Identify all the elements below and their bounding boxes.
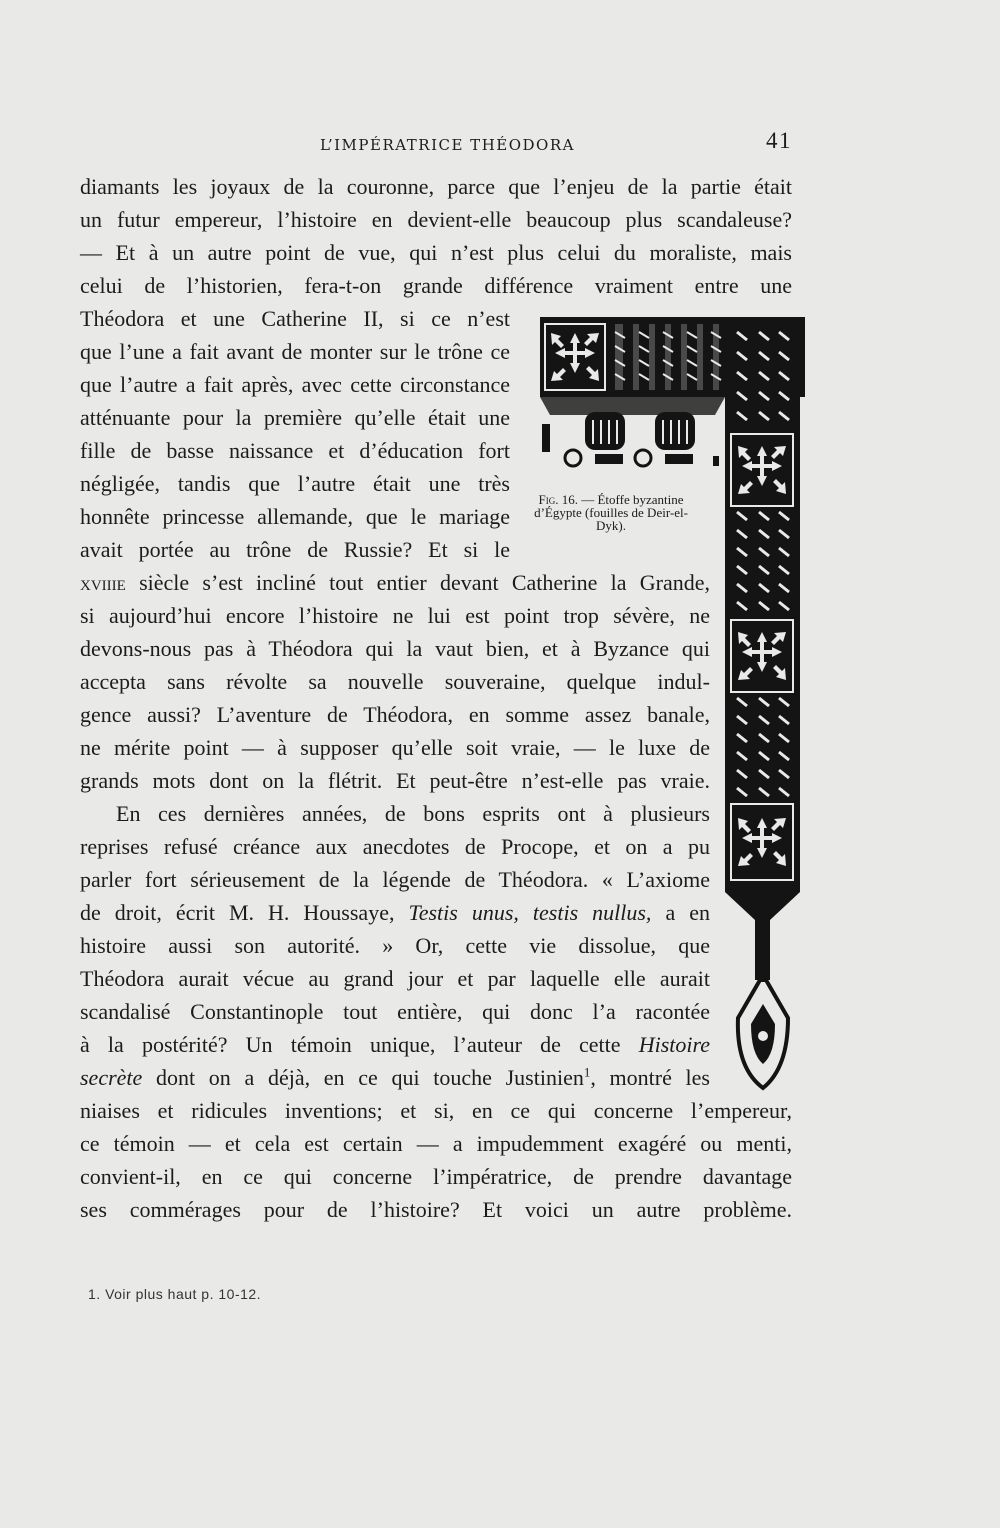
footnote-text: Voir plus haut p. 10-12. <box>100 1286 262 1302</box>
text-line: accepta sans révolte sa nouvelle souveraine, quelque indul- <box>80 669 710 694</box>
text-line: que l’une a fait avant de monter sur le trône ce <box>80 339 510 364</box>
text-line: Théodora et une Catherine II, si ce n’est <box>80 306 510 331</box>
text-span: de droit, écrit M. H. Houssaye, <box>80 900 409 925</box>
text-line: un futur empereur, l’histoire en devient-elle beaucoup plus scandaleuse? <box>80 207 792 232</box>
text-line: niaises et ridicules inventions; et si, en ce qui concerne l’empereur, <box>80 1098 792 1123</box>
text-line: parler fort sérieusement de la légende de Théodora. « L’axiome <box>80 867 710 892</box>
text-line: reprises refusé créance aux anecdotes de Procope, et on a pu <box>80 834 710 859</box>
text-line: honnête princesse allemande, que le mariage <box>80 504 510 529</box>
text-line: Théodora aurait vécue au grand jour et par laquelle elle aurait <box>80 966 710 991</box>
text-line: devons-nous pas à Théodora qui la vaut bien, et à Byzance qui <box>80 636 710 661</box>
footnote-ref[interactable]: 1 <box>583 1064 591 1080</box>
latin-maxim: Testis unus, testis nullus, <box>408 900 652 925</box>
text-line: celui de l’historien, fera-t-on grande différence vraiment entre une <box>80 273 792 298</box>
text-line: atténuante pour la première qu’elle était une <box>80 405 510 430</box>
caption-text: — Étoffe byzantine d’Égypte (fouilles de Deir-el-Dyk). <box>534 492 688 533</box>
book-title: Histoire <box>638 1032 710 1057</box>
text-line: grands mots dont on la flétrit. Et peut-être n’est-elle pas vraie. <box>80 768 710 793</box>
text-line: histoire aussi son autorité. » Or, cette vie dissolue, que <box>80 933 710 958</box>
textile-illustration <box>515 312 805 1092</box>
text-span: dont on a déjà, en ce qui touche Justinien <box>142 1065 584 1090</box>
text-line: convient-il, en ce qui concerne l’impératrice, de prendre davantage <box>80 1164 792 1189</box>
figure-label: Fig. 16. <box>538 492 578 507</box>
text-line: ses commérages pour de l’histoire? Et voici un autre problème. <box>80 1197 792 1222</box>
running-title: L’IMPÉRATRICE THÉODORA <box>320 136 575 154</box>
text-line: avait portée au trône de Russie? Et si le <box>80 537 510 562</box>
text-span: , montré les <box>590 1065 710 1090</box>
text-line: gence aussi? L’aventure de Théodora, en somme assez banale, <box>80 702 710 727</box>
text-line: En ces dernières années, de bons esprits ont à plusieurs <box>116 801 710 826</box>
text-line: que l’autre a fait après, avec cette circonstance <box>80 372 510 397</box>
footnote-number: 1. <box>88 1286 101 1302</box>
page-number: 41 <box>766 128 792 153</box>
book-title: secrète <box>80 1065 143 1090</box>
footnote <box>88 1286 261 1302</box>
text-span: a en <box>651 900 710 925</box>
text-line: ce témoin — et cela est certain — a impudemment exagéré ou menti, <box>80 1131 792 1156</box>
text-line: — Et à un autre point de vue, qui n’est plus celui du moraliste, mais <box>80 240 792 265</box>
text-line: scandalisé Constantinople tout entière, qui donc l’a racontée <box>80 999 710 1024</box>
text-line: ne mérite point — à supposer qu’elle soit vraie, — le luxe de <box>80 735 710 760</box>
century-numeral: xviiie <box>80 570 126 595</box>
text-line: diamants les joyaux de la couronne, parce que l’enjeu de la partie était <box>80 174 792 199</box>
text-line: négligée, tandis que l’autre était une très <box>80 471 510 496</box>
text-span: siècle s’est incliné tout entier devant Catherine la Grande, <box>139 570 711 595</box>
text-span: à la postérité? Un témoin unique, l’auteur de cette <box>80 1032 639 1057</box>
figure-caption <box>521 493 701 532</box>
text-line: fille de basse naissance et d’éducation fort <box>80 438 510 463</box>
text-line: si aujourd’hui encore l’histoire ne lui est point trop sévère, ne <box>80 603 710 628</box>
